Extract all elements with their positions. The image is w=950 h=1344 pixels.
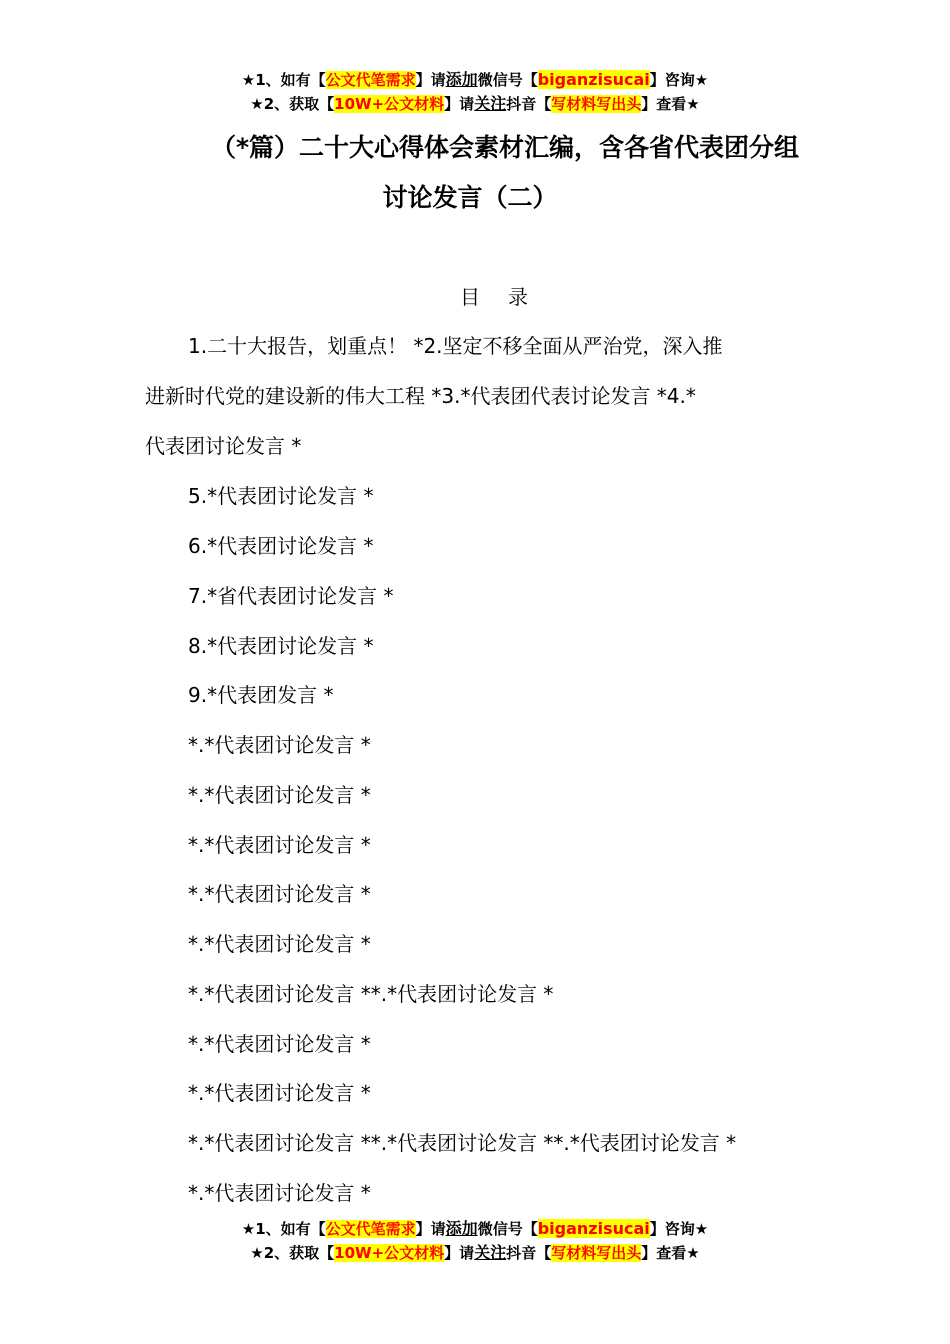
toc-row: *.*代表团讨论发言 **.*代表团讨论发言 * — [188, 982, 554, 1006]
toc-row: 1.二十大报告，划重点！ *2.坚定不移全面从严治党，深入推 — [188, 334, 723, 358]
document-title-line-2: 讨论发言（二） — [382, 183, 558, 212]
star-icon: ★ — [694, 1220, 709, 1238]
toc-row: *.*代表团讨论发言 * — [188, 1181, 371, 1205]
banner-line-2: ★2、获取【10W+公文材料】请关注抖音【写材料写出头】查看★ — [250, 94, 700, 113]
star-icon: ★ — [686, 1244, 700, 1262]
toc-row: 6.*代表团讨论发言 * — [188, 534, 374, 558]
banner-line-2: ★2、获取【10W+公文材料】请关注抖音【写材料写出头】查看★ — [250, 1243, 700, 1262]
toc-row: *.*代表团讨论发言 * — [188, 783, 371, 807]
materials-highlight: 10W+公文材料 — [334, 1244, 445, 1262]
materials-highlight: 10W+公文材料 — [334, 95, 445, 113]
toc-row: *.*代表团讨论发言 * — [188, 882, 371, 906]
toc-row: *.*代表团讨论发言 * — [188, 1081, 371, 1105]
toc-row: *.*代表团讨论发言 * — [188, 1032, 371, 1056]
toc-row: 进新时代党的建设新的伟大工程 *3.*代表团代表讨论发言 *4.* — [145, 384, 696, 408]
star-icon: ★ — [686, 95, 700, 113]
toc-row: 8.*代表团讨论发言 * — [188, 634, 374, 658]
service-highlight: 公文代笔需求 — [325, 71, 416, 89]
toc-row: *.*代表团讨论发言 * — [188, 833, 371, 857]
banner-line-1: ★1、如有【公文代笔需求】请添加微信号【biganzisucai】咨询★ — [241, 70, 709, 89]
wechat-id-highlight: biganzisucai — [537, 1219, 650, 1238]
toc-row: 代表团讨论发言 * — [145, 434, 302, 458]
top-banner — [0, 68, 950, 116]
toc-row: 7.*省代表团讨论发言 * — [188, 584, 394, 608]
toc-row: *.*代表团讨论发言 * — [188, 733, 371, 757]
toc-row: *.*代表团讨论发言 **.*代表团讨论发言 **.*代表团讨论发言 * — [188, 1131, 737, 1155]
toc-row: *.*代表团讨论发言 * — [188, 932, 371, 956]
toc-row: 5.*代表团讨论发言 * — [188, 484, 374, 508]
star-icon: ★ — [241, 1220, 256, 1238]
toc-heading: 目录 — [460, 285, 556, 309]
star-icon: ★ — [250, 1244, 264, 1262]
star-icon: ★ — [241, 71, 256, 89]
service-highlight: 公文代笔需求 — [325, 1220, 416, 1238]
document-title-line-1: （*篇）二十大心得体会素材汇编，含各省代表团分组 — [210, 133, 800, 162]
bottom-banner — [0, 1217, 950, 1265]
douyin-highlight: 写材料写出头 — [551, 95, 642, 113]
banner-line-1: ★1、如有【公文代笔需求】请添加微信号【biganzisucai】咨询★ — [241, 1219, 709, 1238]
toc-row: 9.*代表团发言 * — [188, 683, 334, 707]
star-icon: ★ — [250, 95, 264, 113]
douyin-highlight: 写材料写出头 — [551, 1244, 642, 1262]
wechat-id-highlight: biganzisucai — [537, 70, 650, 89]
star-icon: ★ — [694, 71, 709, 89]
